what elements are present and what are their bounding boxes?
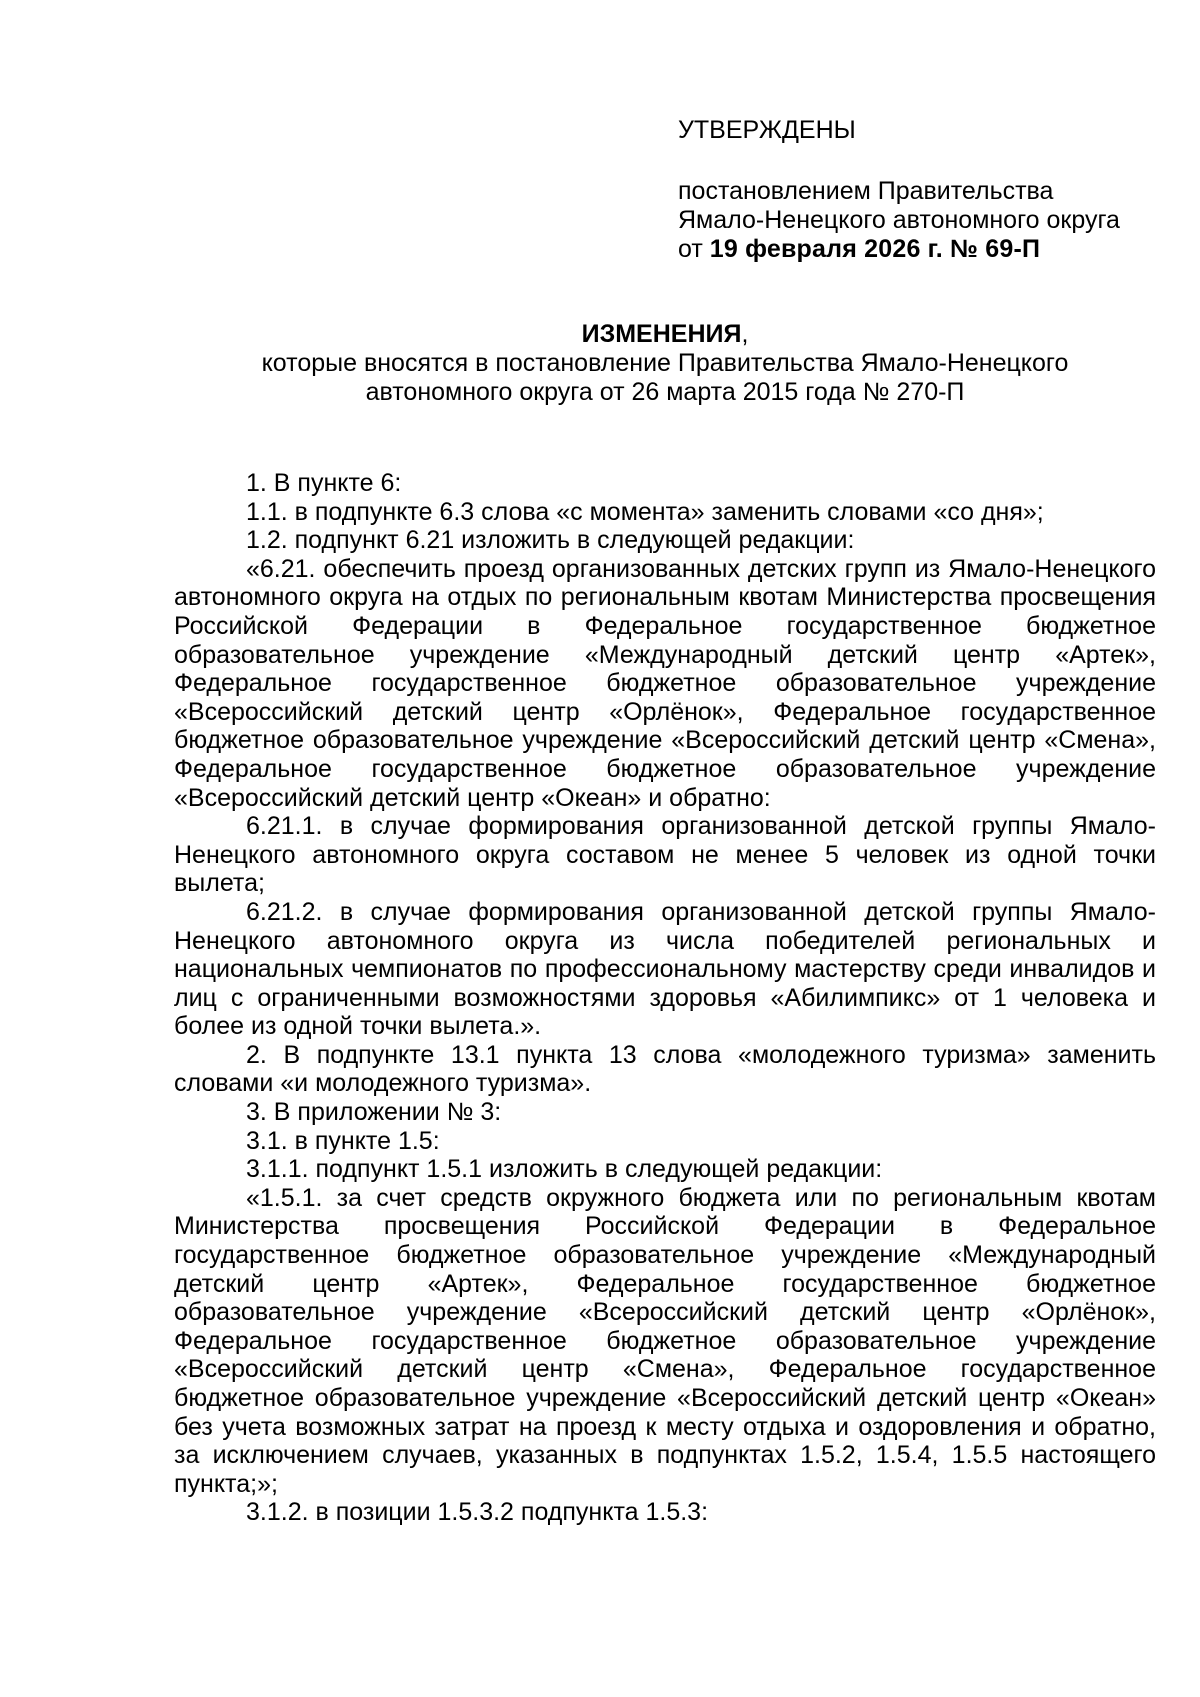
document-body <box>174 469 1156 1527</box>
paragraph: «1.5.1. за счет средств окружного бюджета или по региональным квотам Министерства просвещения Российской Федерации в Федеральное государственное бюджетное образовательное учреждение «Международный детский центр «Артек», Федеральное государственное бюджетное образовательное учреждение «Всероссийский детский центр «Орлёнок», Федеральное государственное бюджетное образовательное учреждение «Всероссийский детский центр «Смена», Федеральное государственное бюджетное образовательное учреждение «Всероссийский детский центр «Океан» без учета возможных затрат на проезд к месту отдыха и оздоровления и обратно, за исключением случаев, указанных в подпунктах 1.5.2, 1.5.4, 1.5.5 настоящего пункта;»; <box>174 1183 1156 1498</box>
paragraph: 2. В подпункте 13.1 пункта 13 слова «молодежного туризма» заменить словами «и молодежного туризма». <box>174 1040 1156 1098</box>
paragraph: 3. В приложении № 3: <box>246 1098 502 1127</box>
document-title-block <box>174 320 1156 407</box>
approval-date-line <box>678 235 1158 264</box>
document-title-line <box>174 320 1156 349</box>
paragraph: 1. В пункте 6: <box>246 469 402 497</box>
approval-line-2: Ямало-Ненецкого автономного округа <box>678 206 1120 234</box>
paragraph: 6.21.2. в случае формирования организованной детской группы Ямало-Ненецкого автономного округа из числа победителей региональных и национальных чемпионатов по профессиональному мастерству среди инвалидов и лиц с ограниченными возможностями здоровья «Абилимпикс» от 1 человека и более из одной точки вылета.». <box>174 897 1156 1041</box>
approval-date-value: 19 февраля 2026 г. № 69-П <box>709 235 1041 263</box>
document-subtitle-line-2: автономного округа от 26 марта 2015 года № 270-П <box>365 378 965 406</box>
paragraph: 1.1. в подпункте 6.3 слова «с момента» заменить словами «со дня»; <box>246 497 1044 526</box>
paragraph: 3.1.1. подпункт 1.5.1 изложить в следующей редакции: <box>246 1155 883 1184</box>
approval-block <box>678 116 1158 264</box>
approval-date-prefix: от <box>678 235 703 263</box>
document-title: ИЗМЕНЕНИЯ <box>581 320 742 348</box>
paragraph: 1.2. подпункт 6.21 изложить в следующей редакции: <box>246 526 855 555</box>
approval-heading: УТВЕРЖДЕНЫ <box>678 116 856 144</box>
approval-line-1: постановлением Правительства <box>678 177 1054 205</box>
paragraph: «6.21. обеспечить проезд организованных детских групп из Ямало-Ненецкого автономного округа на отдых по региональным квотам Министерства просвещения Российской Федерации в Федеральное государственное бюджетное образовательное учреждение «Международный детский центр «Артек», Федеральное государственное бюджетное образовательное учреждение «Всероссийский детский центр «Орлёнок», Федеральное государственное бюджетное образовательное учреждение «Всероссийский детский центр «Смена», Федеральное государственное бюджетное образовательное учреждение «Всероссийский детский центр «Океан» и обратно: <box>174 554 1156 812</box>
paragraph: 6.21.1. в случае формирования организованной детской группы Ямало-Ненецкого автономного округа составом не менее 5 человек из одной точки вылета; <box>174 812 1156 898</box>
paragraph: 3.1. в пункте 1.5: <box>246 1126 440 1155</box>
document-title-suffix: , <box>741 320 749 348</box>
document-subtitle-line-1: которые вносятся в постановление Правительства Ямало-Ненецкого <box>261 349 1069 377</box>
paragraph: 3.1.2. в позиции 1.5.3.2 подпункта 1.5.3: <box>246 1498 709 1527</box>
